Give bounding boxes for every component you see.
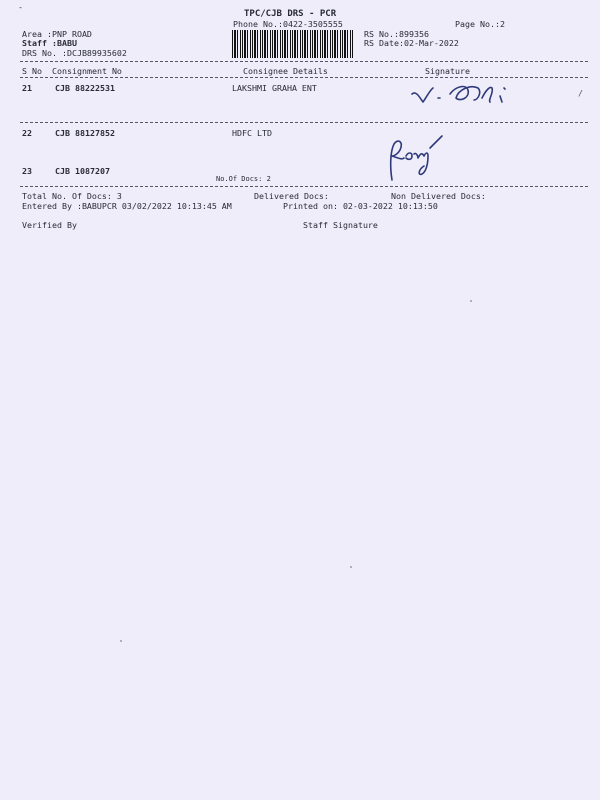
row-21-consignment: CJB 88222531 [55, 83, 115, 93]
row-22-sno: 22 [22, 128, 32, 138]
header-divider-top [20, 61, 588, 62]
column-header-sno: S No [22, 66, 42, 76]
document-title: TPC/CJB DRS - PCR [244, 9, 337, 19]
staff-label: Staff :BABU [22, 38, 77, 48]
row-21-sno: 21 [22, 83, 32, 93]
row-21-signature [408, 80, 518, 110]
total-docs: Total No. Of Docs: 3 [22, 191, 122, 201]
row-21-consignee: LAKSHMI GRAHA ENT [232, 83, 317, 93]
header-divider-bottom [20, 77, 588, 78]
rs-date: RS Date:02-Mar-2022 [364, 38, 459, 48]
row-22-consignee: HDFC LTD [232, 128, 272, 138]
scan-speck [350, 566, 352, 568]
non-delivered-docs: Non Delivered Docs: [391, 191, 486, 201]
column-header-consignee: Consignee Details [243, 66, 328, 76]
row-22-consignment: CJB 88127852 [55, 128, 115, 138]
row-21-divider [20, 122, 588, 123]
area-label: Area :PNP ROAD [22, 29, 92, 39]
page-number: Page No.:2 [455, 19, 505, 29]
rs-number: RS No.:899356 [364, 29, 429, 39]
verified-by-label: Verified By [22, 220, 77, 230]
phone-number: Phone No.:0422-3505555 [233, 19, 343, 29]
printed-on: Printed on: 02-03-2022 10:13:50 [283, 201, 438, 211]
row-22-signature [384, 134, 448, 186]
column-header-signature: Signature [425, 66, 470, 76]
entered-by: Entered By :BABUPCR 03/02/2022 10:13:45 AM [22, 201, 232, 211]
column-header-consignment: Consignment No [52, 66, 122, 76]
corner-mark: - [18, 2, 23, 12]
scan-speck [470, 300, 472, 302]
barcode-image [232, 30, 354, 58]
staff-signature-label: Staff Signature [303, 220, 378, 230]
margin-mark: / [578, 88, 583, 98]
drs-number: DRS No. :DCJB89935602 [22, 48, 127, 58]
rows-end-divider [20, 186, 588, 187]
delivered-docs: Delivered Docs: [254, 191, 329, 201]
docs-count-note: No.Of Docs: 2 [216, 175, 271, 183]
row-23-consignment: CJB 1087207 [55, 166, 110, 176]
row-23-sno: 23 [22, 166, 32, 176]
scan-speck [120, 640, 122, 642]
